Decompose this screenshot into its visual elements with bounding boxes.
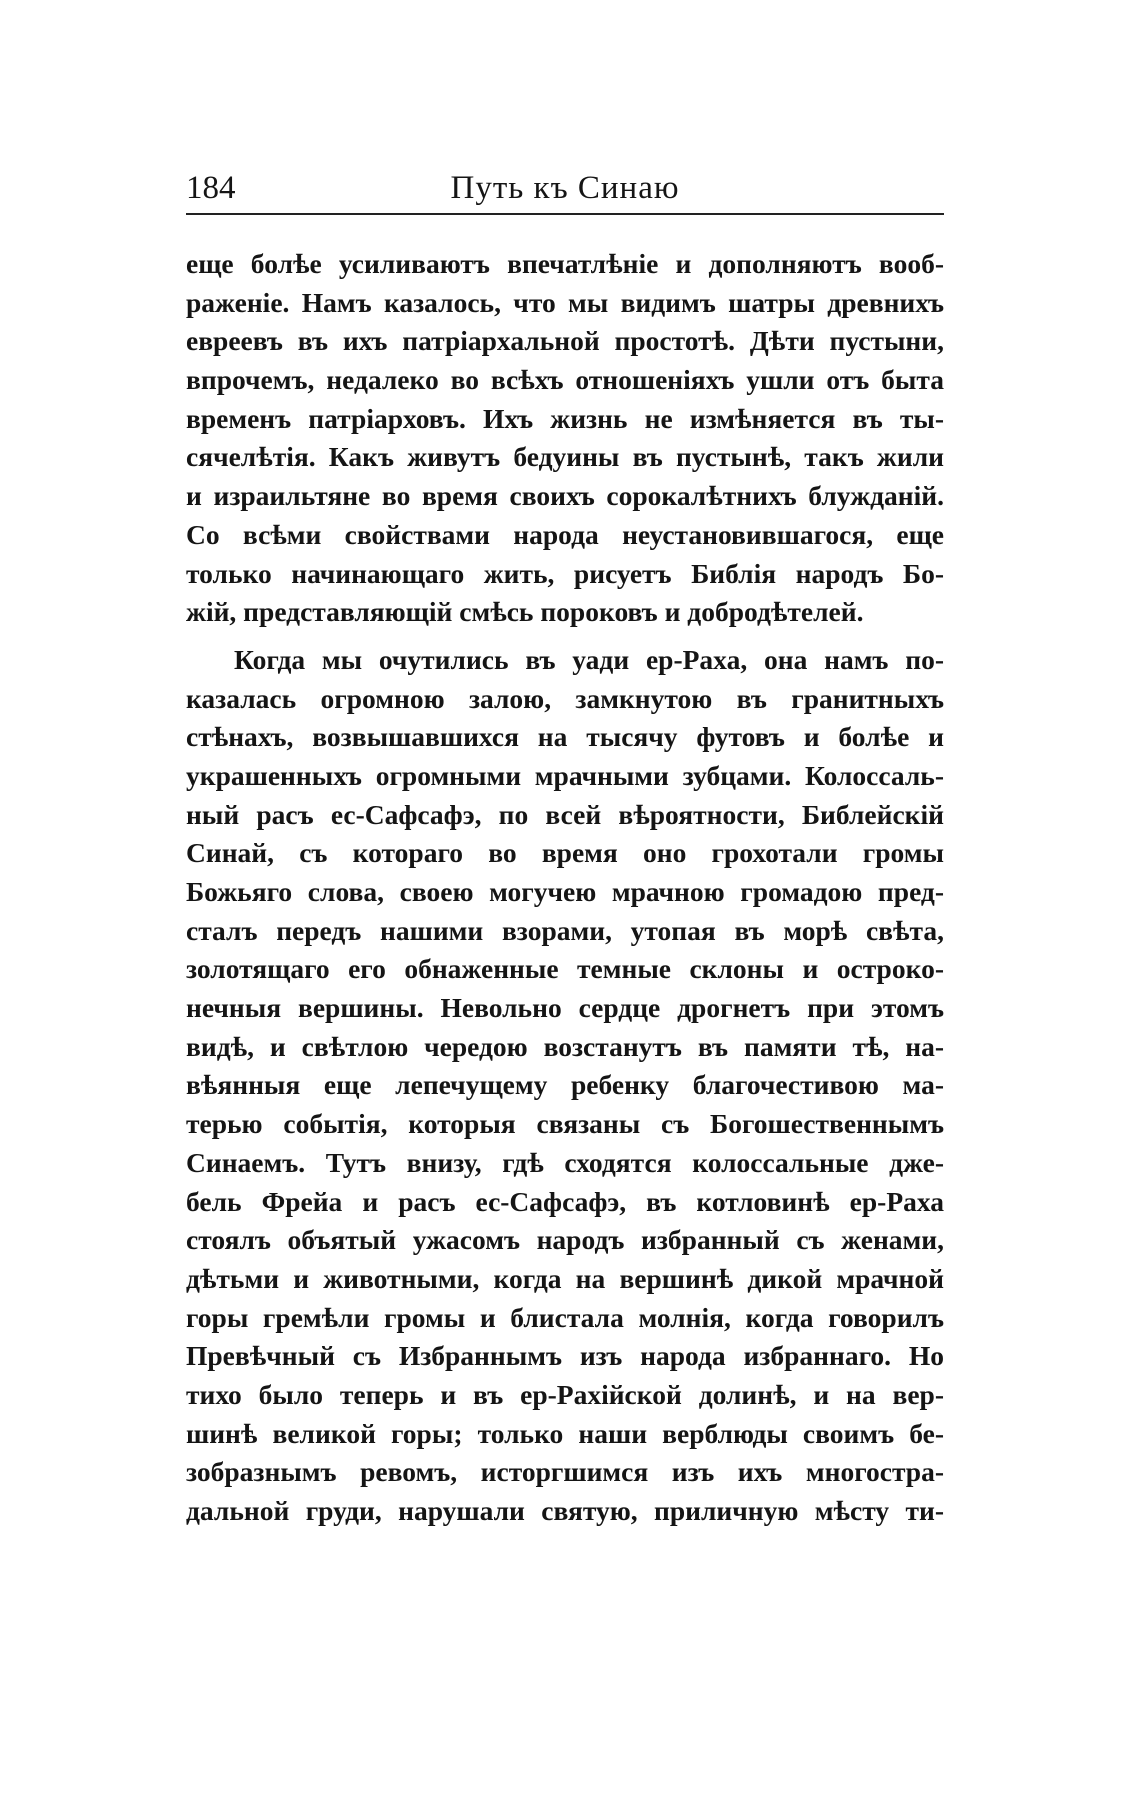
text-line: сячелѣтія. Какъ живутъ бедуины въ пустынѣ, такъ жили	[186, 441, 944, 473]
body-text	[186, 245, 944, 1531]
paragraph-1	[186, 245, 944, 632]
text-line: стоялъ объятый ужасомъ народъ избранный съ женами,	[186, 1224, 944, 1256]
text-line: Синаемъ. Тутъ внизу, гдѣ сходятся колоссальные дже-	[186, 1146, 944, 1178]
text-line: раженіе. Намъ казалось, что мы видимъ шатры древнихъ	[186, 286, 944, 318]
text-line: шинѣ великой горы; только наши верблюды своимъ бе-	[186, 1417, 944, 1449]
text-line: горы гремѣли громы и блистала молнія, когда говорилъ	[186, 1301, 944, 1333]
text-line: Божьяго слова, своею могучею мрачною громадою пред-	[186, 876, 944, 907]
text-line: вѣянныя еще лепечущему ребенку благочестивою ма-	[186, 1069, 944, 1101]
text-line: казалась огромною залою, замкнутою въ гранитныхъ	[186, 682, 944, 714]
text-line: стѣнахъ, возвышавшихся на тысячу футовъ и болѣе и	[186, 721, 944, 753]
text-line: нечныя вершины. Невольно сердце дрогнетъ при этомъ	[186, 992, 944, 1024]
running-title: Путь къ Синаю	[450, 170, 680, 206]
text-line: украшенныхъ огромными мрачными зубцами. Колоссаль-	[186, 759, 944, 791]
text-line: Превѣчный съ Избраннымъ изъ народа избраннаго. Но	[186, 1340, 944, 1372]
page-number: 184	[186, 170, 236, 206]
text-line: дальной груди, нарушали святую, приличную мѣсту ти-	[186, 1495, 944, 1526]
text-line: только начинающаго жить, рисуетъ Библія народъ Бо-	[186, 557, 944, 589]
text-line: видѣ, и свѣтлою чередою возстанутъ въ памяти тѣ, на-	[186, 1030, 944, 1062]
text-line: впрочемъ, недалеко во всѣхъ отношеніяхъ ушли отъ быта	[186, 364, 944, 396]
text-line: ный расъ ес-Сафсафэ, по всей вѣроятности, Библейскій	[186, 798, 944, 830]
text-line: терью событія, которыя связаны съ Богошественнымъ	[186, 1108, 944, 1140]
text-line: евреевъ въ ихъ патріархальной простотѣ. Дѣти пустыни,	[186, 325, 944, 357]
text-line: жій, представляющій смѣсь пороковъ и добродѣтелей.	[186, 596, 864, 628]
text-line: Когда мы очутились въ уади ер-Раха, она намъ по-	[234, 643, 944, 675]
text-line: сталъ передъ нашими взорами, утопая въ морѣ свѣта,	[186, 914, 944, 946]
text-line: бель Фрейа и расъ ес-Сафсафэ, въ котловинѣ ер-Раха	[186, 1185, 944, 1217]
text-line: и израильтяне во время своихъ сорокалѣтнихъ блужданій.	[186, 480, 944, 512]
text-line: золотящаго его обнаженные темные склоны и остроко-	[186, 953, 944, 985]
text-line: Синай, съ котораго во время оно грохотали громы	[186, 837, 944, 869]
text-line: Со всѣми свойствами народа неустановившагося, еще	[186, 518, 944, 550]
text-line: еще болѣе усиливаютъ впечатлѣніе и дополняютъ вооб-	[186, 248, 944, 279]
header-rule	[186, 213, 944, 215]
text-line: дѣтьми и животными, когда на вершинѣ дикой мрачной	[186, 1262, 944, 1294]
text-line: зобразнымъ ревомъ, исторгшимся изъ ихъ многостра-	[186, 1456, 944, 1488]
text-line: временъ патріарховъ. Ихъ жизнь не измѣняется въ ты-	[186, 402, 944, 434]
text-line: тихо было теперь и въ ер-Рахійской долинѣ, и на вер-	[186, 1378, 944, 1410]
paragraph-2	[186, 641, 944, 1531]
page-header	[186, 168, 944, 212]
